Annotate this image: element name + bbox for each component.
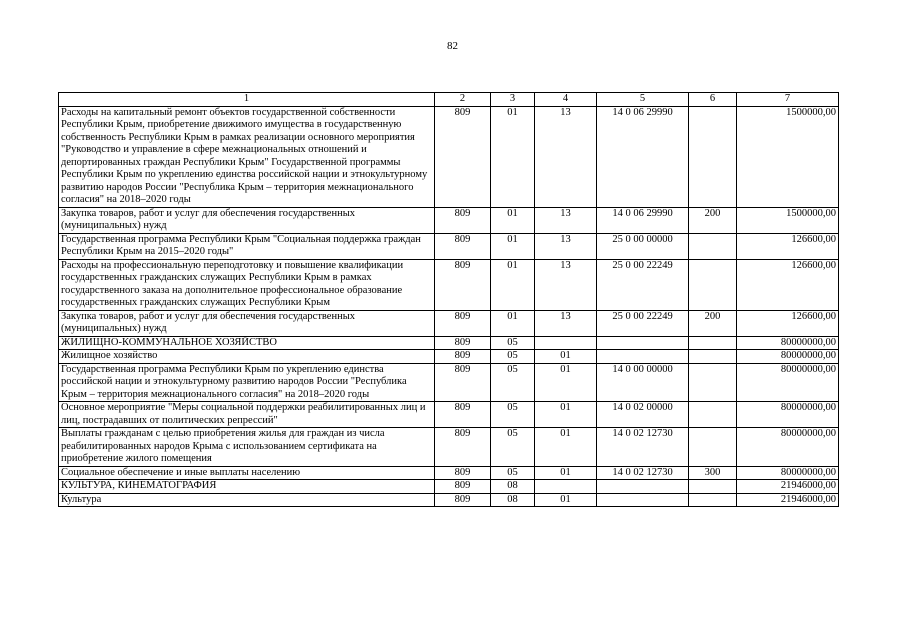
table-header-row xyxy=(59,93,839,107)
subsection-code: 13 xyxy=(535,106,597,207)
expense-type-code xyxy=(689,428,737,467)
target-article-code: 14 0 00 00000 xyxy=(597,363,689,402)
ministry-code: 809 xyxy=(435,106,491,207)
column-header: 7 xyxy=(737,93,839,107)
target-article-code: 14 0 06 29990 xyxy=(597,207,689,233)
row-description: Социальное обеспечение и иные выплаты населению xyxy=(59,466,435,480)
row-description: Закупка товаров, работ и услуг для обеспечения государственных (муниципальных) нужд xyxy=(59,310,435,336)
section-code: 08 xyxy=(491,480,535,494)
section-code: 01 xyxy=(491,106,535,207)
table-row xyxy=(59,466,839,480)
table-row xyxy=(59,493,839,507)
target-article-code xyxy=(597,493,689,507)
section-code: 05 xyxy=(491,336,535,350)
table-row xyxy=(59,207,839,233)
ministry-code: 809 xyxy=(435,363,491,402)
target-article-code: 14 0 02 00000 xyxy=(597,402,689,428)
expense-type-code: 200 xyxy=(689,310,737,336)
table-row xyxy=(59,310,839,336)
subsection-code: 01 xyxy=(535,363,597,402)
target-article-code: 25 0 00 00000 xyxy=(597,233,689,259)
table-row xyxy=(59,106,839,207)
row-description: Закупка товаров, работ и услуг для обеспечения государственных (муниципальных) нужд xyxy=(59,207,435,233)
target-article-code: 14 0 02 12730 xyxy=(597,428,689,467)
ministry-code: 809 xyxy=(435,259,491,310)
page-number: 82 xyxy=(447,40,458,52)
section-code: 05 xyxy=(491,350,535,364)
subsection-code: 01 xyxy=(535,466,597,480)
expense-type-code xyxy=(689,493,737,507)
target-article-code xyxy=(597,350,689,364)
column-header: 1 xyxy=(59,93,435,107)
row-description: Основное мероприятие "Меры социальной поддержки реабилитированных лиц и лиц, пострадавших от политических репрессий" xyxy=(59,402,435,428)
subsection-code: 13 xyxy=(535,207,597,233)
table-row xyxy=(59,428,839,467)
expense-type-code xyxy=(689,402,737,428)
expense-type-code xyxy=(689,363,737,402)
row-description: Жилищное хозяйство xyxy=(59,350,435,364)
expense-type-code xyxy=(689,336,737,350)
table-row xyxy=(59,402,839,428)
table-row xyxy=(59,259,839,310)
section-code: 05 xyxy=(491,466,535,480)
row-description: Культура xyxy=(59,493,435,507)
expense-type-code xyxy=(689,480,737,494)
row-description: Государственная программа Республики Крым по укреплению единства российской нации и этнокультурному развитию народов России "Республика Крым – территория межнационального согласия" на 2018–2020 годы xyxy=(59,363,435,402)
table-row xyxy=(59,336,839,350)
ministry-code: 809 xyxy=(435,466,491,480)
amount: 126600,00 xyxy=(737,233,839,259)
ministry-code: 809 xyxy=(435,402,491,428)
subsection-code xyxy=(535,480,597,494)
subsection-code: 13 xyxy=(535,259,597,310)
subsection-code: 01 xyxy=(535,402,597,428)
ministry-code: 809 xyxy=(435,233,491,259)
section-code: 08 xyxy=(491,493,535,507)
column-header: 6 xyxy=(689,93,737,107)
section-code: 05 xyxy=(491,402,535,428)
subsection-code xyxy=(535,336,597,350)
ministry-code: 809 xyxy=(435,336,491,350)
section-code: 05 xyxy=(491,428,535,467)
subsection-code: 01 xyxy=(535,350,597,364)
column-header: 3 xyxy=(491,93,535,107)
ministry-code: 809 xyxy=(435,310,491,336)
target-article-code xyxy=(597,336,689,350)
row-description: ЖИЛИЩНО-КОММУНАЛЬНОЕ ХОЗЯЙСТВО xyxy=(59,336,435,350)
amount: 21946000,00 xyxy=(737,493,839,507)
amount: 80000000,00 xyxy=(737,363,839,402)
table-row xyxy=(59,480,839,494)
column-header: 2 xyxy=(435,93,491,107)
ministry-code: 809 xyxy=(435,493,491,507)
expense-type-code xyxy=(689,106,737,207)
row-description: КУЛЬТУРА, КИНЕМАТОГРАФИЯ xyxy=(59,480,435,494)
amount: 80000000,00 xyxy=(737,350,839,364)
row-description: Выплаты гражданам с целью приобретения жилья для граждан из числа реабилитированных народов Крыма с использованием сертификата на приобретение жилого помещения xyxy=(59,428,435,467)
column-header: 4 xyxy=(535,93,597,107)
expense-type-code xyxy=(689,259,737,310)
amount: 1500000,00 xyxy=(737,106,839,207)
expense-type-code: 200 xyxy=(689,207,737,233)
ministry-code: 809 xyxy=(435,480,491,494)
table-row xyxy=(59,233,839,259)
expense-type-code xyxy=(689,350,737,364)
amount: 1500000,00 xyxy=(737,207,839,233)
target-article-code: 14 0 02 12730 xyxy=(597,466,689,480)
ministry-code: 809 xyxy=(435,428,491,467)
amount: 80000000,00 xyxy=(737,402,839,428)
section-code: 01 xyxy=(491,259,535,310)
table-row xyxy=(59,363,839,402)
subsection-code: 01 xyxy=(535,428,597,467)
table-row xyxy=(59,350,839,364)
section-code: 05 xyxy=(491,363,535,402)
column-header: 5 xyxy=(597,93,689,107)
section-code: 01 xyxy=(491,207,535,233)
target-article-code: 25 0 00 22249 xyxy=(597,310,689,336)
expense-type-code: 300 xyxy=(689,466,737,480)
budget-table xyxy=(58,92,839,507)
subsection-code: 01 xyxy=(535,493,597,507)
row-description: Расходы на профессиональную переподготовку и повышение квалификации государственных гражданских служащих Республики Крым в рамках государственного заказа на дополнительное профессиональное образование государственных гражданских служащих Республики Крым xyxy=(59,259,435,310)
ministry-code: 809 xyxy=(435,350,491,364)
subsection-code: 13 xyxy=(535,310,597,336)
ministry-code: 809 xyxy=(435,207,491,233)
subsection-code: 13 xyxy=(535,233,597,259)
amount: 80000000,00 xyxy=(737,466,839,480)
target-article-code: 25 0 00 22249 xyxy=(597,259,689,310)
row-description: Расходы на капитальный ремонт объектов государственной собственности Республики Крым, приобретение движимого имущества в государственную собственность Республики Крым в рамках реализации основного мероприятия "Руководство и управление в сфере межнациональных отношений и депортированных граждан Республики Крым" Государственной программы Республики Крым по укреплению единства российской нации и этнокультурному развитию народов России "Республика Крым – территория межнационального согласия" на 2018–2020 годы xyxy=(59,106,435,207)
row-description: Государственная программа Республики Крым "Социальная поддержка граждан Республики Крым на 2015–2020 годы" xyxy=(59,233,435,259)
amount: 126600,00 xyxy=(737,310,839,336)
target-article-code xyxy=(597,480,689,494)
section-code: 01 xyxy=(491,233,535,259)
amount: 126600,00 xyxy=(737,259,839,310)
target-article-code: 14 0 06 29990 xyxy=(597,106,689,207)
expense-type-code xyxy=(689,233,737,259)
amount: 80000000,00 xyxy=(737,428,839,467)
section-code: 01 xyxy=(491,310,535,336)
amount: 21946000,00 xyxy=(737,480,839,494)
amount: 80000000,00 xyxy=(737,336,839,350)
